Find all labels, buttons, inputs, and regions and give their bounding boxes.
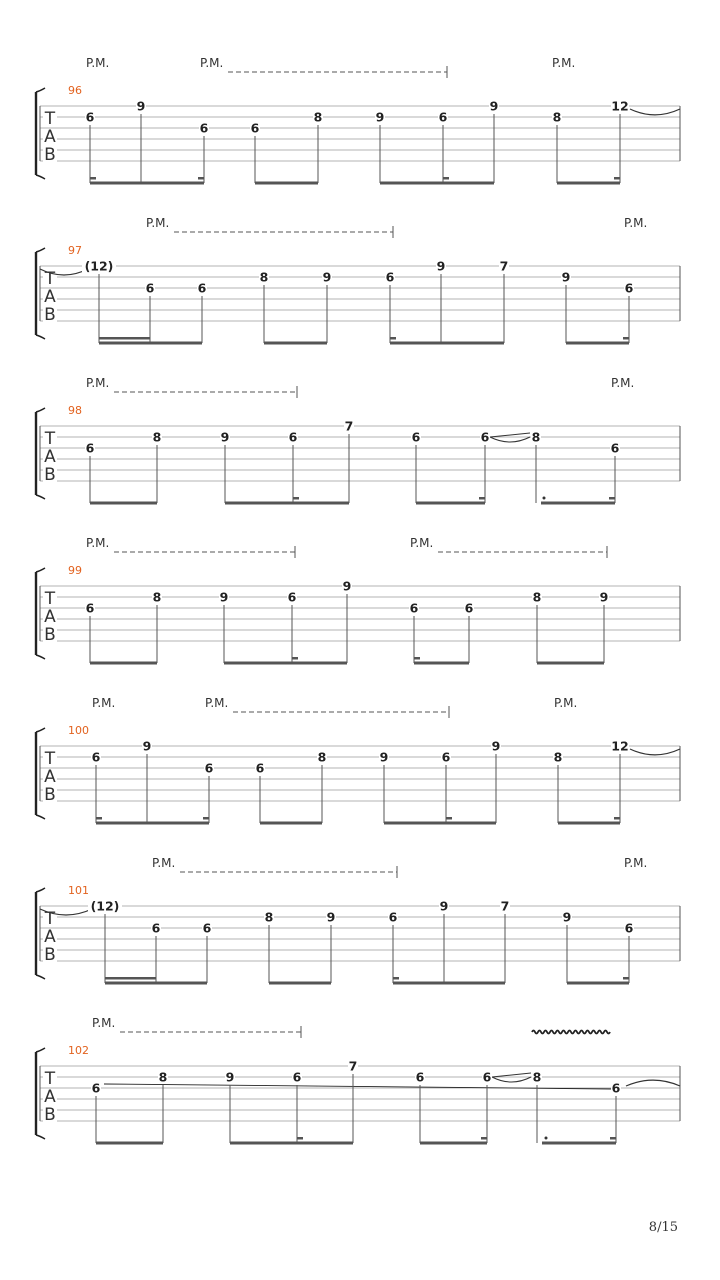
fret-number: 12 [611, 98, 629, 114]
bracket-top-hook [36, 728, 45, 732]
tab-letter: A [44, 767, 56, 787]
fret-number: 6 [624, 280, 634, 296]
fret-number: 8 [317, 749, 327, 765]
fret-number: 8 [553, 749, 563, 765]
tab-system-99 [36, 536, 680, 665]
tab-letter: A [44, 287, 56, 307]
palm-mute-label: P.M. [86, 536, 110, 550]
tab-letter: A [44, 607, 56, 627]
palm-mute-label: P.M. [552, 56, 576, 70]
beam [390, 342, 504, 345]
fret-number: 7 [500, 898, 510, 914]
fret-number: 6 [610, 440, 620, 456]
fret-number: 8 [264, 909, 274, 925]
fret-number: 9 [562, 909, 572, 925]
fret-number: 8 [532, 1069, 542, 1085]
beam [224, 662, 347, 665]
fret-number: 6 [197, 280, 207, 296]
palm-mute-label: P.M. [86, 376, 110, 390]
slur [490, 437, 530, 442]
tab-system-102 [36, 1016, 680, 1145]
fret-number: 8 [531, 429, 541, 445]
short-beam [203, 817, 209, 820]
fret-number: 9 [220, 429, 230, 445]
rhythm-dot [545, 1137, 548, 1140]
tab-letter: B [44, 145, 56, 165]
bracket-top-hook [36, 88, 45, 92]
fret-number: 6 [151, 920, 161, 936]
measure-number: 100 [68, 724, 89, 737]
fret-number: 7 [344, 418, 354, 434]
palm-mute-label: P.M. [92, 1016, 116, 1030]
fret-number: 6 [85, 600, 95, 616]
fret-number: 6 [611, 1080, 621, 1096]
short-beam [297, 1137, 303, 1140]
short-beam [481, 1137, 487, 1140]
fret-number: 6 [91, 749, 101, 765]
palm-mute-label: P.M. [86, 56, 110, 70]
fret-number: 6 [388, 909, 398, 925]
tab-letter: A [44, 447, 56, 467]
palm-mute-label: P.M. [410, 536, 434, 550]
tab-letter: A [44, 927, 56, 947]
tab-letter: A [44, 1087, 56, 1107]
short-beam [414, 657, 420, 660]
palm-mute-label: P.M. [624, 856, 648, 870]
fret-number: 6 [204, 760, 214, 776]
beam [96, 822, 209, 825]
fret-number: 6 [482, 1069, 492, 1085]
short-beam [609, 497, 615, 500]
short-beam [390, 337, 396, 340]
bracket-top-hook [36, 1048, 45, 1052]
fret-number: 6 [145, 280, 155, 296]
tie-out [630, 109, 680, 115]
tab-letter: B [44, 465, 56, 485]
tab-letter: A [44, 127, 56, 147]
beam [414, 662, 469, 665]
tab-letter: B [44, 305, 56, 325]
fret-number: 8 [152, 429, 162, 445]
beam [90, 502, 157, 505]
short-beam [623, 977, 629, 980]
secondary-beam [99, 337, 150, 340]
fret-number: 6 [202, 920, 212, 936]
tab-letter: T [44, 1069, 56, 1089]
fret-number: 8 [532, 589, 542, 605]
tab-letter: T [44, 749, 56, 769]
short-beam [96, 817, 102, 820]
bracket-top-hook [36, 568, 45, 572]
fret-number: 6 [441, 749, 451, 765]
tab-letter: T [44, 269, 56, 289]
page-number: 8/15 [648, 1220, 678, 1235]
short-beam [614, 177, 620, 180]
fret-number: 6 [464, 600, 474, 616]
beam [566, 342, 629, 345]
fret-number: 9 [326, 909, 336, 925]
secondary-beam [105, 977, 156, 980]
short-beam [393, 977, 399, 980]
palm-mute-label: P.M. [205, 696, 229, 710]
fret-number: 6 [480, 429, 490, 445]
fret-number: 9 [142, 738, 152, 754]
slur [492, 1077, 531, 1082]
beam [541, 502, 615, 505]
short-beam [293, 497, 299, 500]
beam [380, 182, 494, 185]
beam [255, 182, 318, 185]
measure-number: 99 [68, 564, 82, 577]
beam [269, 982, 331, 985]
measure-number: 98 [68, 404, 82, 417]
measure-number: 96 [68, 84, 82, 97]
tab-system-100 [36, 696, 680, 825]
beam [416, 502, 485, 505]
fret-number: 9 [491, 738, 501, 754]
tab-letter: T [44, 429, 56, 449]
fret-number: 6 [91, 1080, 101, 1096]
fret-number: 8 [313, 109, 323, 125]
fret-number: 12 [611, 738, 629, 754]
fret-number: 6 [385, 269, 395, 285]
beam [230, 1142, 353, 1145]
short-beam [198, 177, 204, 180]
palm-mute-label: P.M. [92, 696, 116, 710]
palm-mute-label: P.M. [554, 696, 578, 710]
beam [542, 1142, 616, 1145]
beam [105, 982, 207, 985]
tab-system-101 [36, 856, 680, 985]
fret-number: 9 [219, 589, 229, 605]
slide-line [490, 433, 530, 437]
beam [225, 502, 349, 505]
fret-number: 9 [489, 98, 499, 114]
fret-number: 9 [322, 269, 332, 285]
fret-number: 9 [436, 258, 446, 274]
fret-number: 6 [85, 109, 95, 125]
fret-number: 6 [409, 600, 419, 616]
tab-system-98 [36, 376, 680, 505]
bracket-top-hook [36, 888, 45, 892]
beam [567, 982, 629, 985]
fret-number: 7 [499, 258, 509, 274]
short-beam [443, 177, 449, 180]
bracket-bottom-hook [36, 815, 45, 819]
short-beam [90, 177, 96, 180]
short-beam [446, 817, 452, 820]
fret-number: 9 [561, 269, 571, 285]
palm-mute-label: P.M. [200, 56, 224, 70]
beam [99, 342, 202, 345]
beam [558, 822, 620, 825]
bracket-bottom-hook [36, 335, 45, 339]
fret-number: 9 [379, 749, 389, 765]
bracket-bottom-hook [36, 495, 45, 499]
beam [96, 1142, 163, 1145]
fret-number: 6 [250, 120, 260, 136]
tab-system-96 [36, 56, 680, 185]
short-beam [614, 817, 620, 820]
fret-number: 8 [152, 589, 162, 605]
fret-number: 9 [342, 578, 352, 594]
fret-number: 7 [348, 1058, 358, 1074]
beam [264, 342, 327, 345]
fret-number: 6 [411, 429, 421, 445]
beam [90, 182, 204, 185]
tab-letter: T [44, 589, 56, 609]
rhythm-dot [543, 497, 546, 500]
fret-number: 6 [255, 760, 265, 776]
fret-number: 9 [136, 98, 146, 114]
beam [420, 1142, 487, 1145]
beam [393, 982, 505, 985]
vibrato-mark [532, 1031, 610, 1034]
fret-number: 6 [438, 109, 448, 125]
short-beam [610, 1137, 616, 1140]
beam [557, 182, 620, 185]
beam [90, 662, 157, 665]
tab-letter: B [44, 1105, 56, 1125]
short-beam [292, 657, 298, 660]
slide-line [492, 1073, 531, 1077]
fret-number: 6 [624, 920, 634, 936]
fret-number: 8 [158, 1069, 168, 1085]
fret-number: (12) [84, 258, 114, 274]
bracket-top-hook [36, 248, 45, 252]
tab-letter: T [44, 109, 56, 129]
palm-mute-label: P.M. [624, 216, 648, 230]
short-beam [479, 497, 485, 500]
bracket-top-hook [36, 408, 45, 412]
tab-letter: B [44, 785, 56, 805]
tie-out [626, 1080, 680, 1086]
tab-system-97 [36, 216, 680, 345]
tab-letter: B [44, 945, 56, 965]
measure-number: 97 [68, 244, 82, 257]
tab-letter: T [44, 909, 56, 929]
fret-number: 8 [259, 269, 269, 285]
fret-number: 9 [225, 1069, 235, 1085]
fret-number: 6 [199, 120, 209, 136]
beam [384, 822, 496, 825]
fret-number: (12) [90, 898, 120, 914]
measure-number: 102 [68, 1044, 89, 1057]
fret-number: 6 [288, 429, 298, 445]
bracket-bottom-hook [36, 975, 45, 979]
tie-out [630, 749, 680, 755]
measure-number: 101 [68, 884, 89, 897]
fret-number: 8 [552, 109, 562, 125]
short-beam [623, 337, 629, 340]
fret-number: 6 [415, 1069, 425, 1085]
fret-number: 6 [287, 589, 297, 605]
palm-mute-label: P.M. [146, 216, 170, 230]
beam [537, 662, 604, 665]
fret-number: 6 [292, 1069, 302, 1085]
fret-number: 9 [599, 589, 609, 605]
bracket-bottom-hook [36, 655, 45, 659]
palm-mute-label: P.M. [611, 376, 635, 390]
beam [260, 822, 322, 825]
fret-number: 9 [439, 898, 449, 914]
bracket-bottom-hook [36, 1135, 45, 1139]
fret-number: 6 [85, 440, 95, 456]
bracket-bottom-hook [36, 175, 45, 179]
tab-letter: B [44, 625, 56, 645]
palm-mute-label: P.M. [152, 856, 176, 870]
fret-number: 9 [375, 109, 385, 125]
